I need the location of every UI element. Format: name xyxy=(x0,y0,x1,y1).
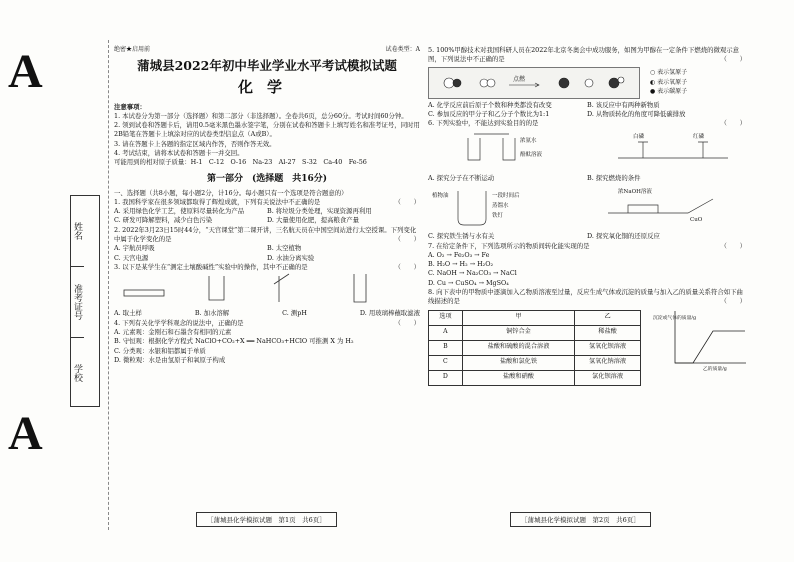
question-8-stem: 8. 向下表中的甲物质中逐滴加入乙物质溶液至过量，反应生成气体或沉淀的质量与加入乙的质量关系符合如下曲线描述的是 （ ） xyxy=(428,287,746,306)
table-row: C 盐酸和氯化铁 氢氧化钠溶液 xyxy=(429,355,641,370)
notice-item: 2. 领到试卷和答题卡后，请用0.5毫米黑色墨水签字笔，分别在试卷和答题卡上填写姓名和准考证号，同时用2B铅笔在答题卡上填涂对应的试卷类型信息点（A或B）。 xyxy=(114,121,420,139)
question-6-figure-bottom xyxy=(428,183,746,229)
option: B. 该反应中有两种新物质 xyxy=(587,100,660,109)
binding-label-name: 姓名 xyxy=(71,196,84,267)
option: C. 探究铁生锈与水有关 xyxy=(428,232,495,241)
option: A. O₂ → Fe₂O₃ → Fe xyxy=(428,250,490,259)
question-8-table xyxy=(428,310,641,386)
hydrogen-atom-icon: ○ xyxy=(650,69,656,77)
legend-item: ○ 表示氢原子 xyxy=(650,69,688,77)
question-8-graph xyxy=(653,307,746,371)
option: C. 研发可降解塑料，减少白色污染 xyxy=(114,216,213,225)
question-7-stem: 7. 在给定条件下，下列选项所示的物质间转化能实现的是 （ ） xyxy=(428,241,746,250)
question-6-stem: 6. 下列实验中，不能达到实验目的的是 （ ） xyxy=(428,119,746,128)
question-8-body xyxy=(428,307,746,386)
question-5-stem: 5. 100%甲醇技术对我国科研人员在2022年北京冬奥会中成功服务，如图为甲醇在一定条件下燃烧的微观示意图，下列说法中不正确的是 （ ） xyxy=(428,46,746,64)
atomic-masses: 可能用到的相对原子质量：H-1 C-12 O-16 Na-23 Al-27 S-32 Ca-40 Fe-56 xyxy=(114,158,367,167)
question-3-figure xyxy=(114,272,420,306)
option: C. 分类观：水银和铝都属于单质 xyxy=(114,346,206,355)
seal-line xyxy=(108,40,109,530)
legend-item: ◐ 表示氧原子 xyxy=(650,78,688,86)
option: A. 元素观：金刚石和石墨含有相同的元素 xyxy=(114,327,232,336)
ph-test-figure xyxy=(274,274,289,302)
fig-label: 浓氨水 xyxy=(520,138,537,145)
paper-type: 试卷类型：A xyxy=(385,46,420,53)
option: D. 大量使用化肥，提高粮食产量 xyxy=(267,216,360,225)
svg-text:点燃: 点燃 xyxy=(513,75,526,83)
filter-figure xyxy=(354,274,366,302)
table-row: B 盐酸和硫酸的混合溶液 氢氧化钡溶液 xyxy=(429,340,641,355)
footer-page-2: ［蒲城县化学模拟试题 第2页 共6页］ xyxy=(510,512,651,527)
fig-label: CuO xyxy=(690,216,703,223)
question-6-options-bottom xyxy=(428,232,746,241)
notice-item: 4. 考试结束，请将本试卷和答题卡一并交回。 xyxy=(114,148,244,157)
option: A. 化学反应前后原子个数和种类都没有改变 xyxy=(428,100,552,109)
graph-xlabel: 乙的质量/g xyxy=(702,366,727,371)
part1-heading: 第一部分 (选择题 共16分) xyxy=(206,173,328,184)
fig-label: 酚酞溶液 xyxy=(520,152,543,159)
notice-item: 3. 请在答题卡上各题的指定区域内作答，否则作答无效。 xyxy=(114,139,276,148)
question-3-options xyxy=(114,309,420,318)
question-3-stem: 3. 以下是某学生在“测定土壤酸碱性”实验中的操作，其中不正确的是 （ ） xyxy=(114,262,420,271)
option: A. 宇航员呼吸 xyxy=(114,244,155,253)
option: A. 采用绿色化学工艺，使原料尽量转化为产品 xyxy=(114,207,245,216)
option: D. 用玻璃棒蘸取滤液 xyxy=(359,309,420,318)
beaker-figure xyxy=(209,276,224,300)
legend xyxy=(650,68,687,97)
question-6-figure-top xyxy=(428,128,746,170)
option: A. 取土样 xyxy=(114,309,142,318)
molecule-diagram xyxy=(428,67,640,99)
confidential-mark: 绝密★启用前 xyxy=(114,46,151,53)
question-5-figure xyxy=(428,67,746,99)
option: A. 探究分子在不断运动 xyxy=(428,173,495,182)
option: B. 太空植物 xyxy=(267,244,302,253)
option: B. 守恒观：根据化学方程式 NaClO+CO₂+X ══ NaHCO₃+HClO 可推测 X 为 H₂ xyxy=(114,337,354,346)
legend-item: ● 表示碳原子 xyxy=(650,88,688,96)
option: D. 探究氧化铜的还原反应 xyxy=(587,232,660,241)
question-1-stem: 1. 我国科学家在很多领域都取得了辉煌成就，下列有关说法中不正确的是 （ ） xyxy=(114,197,420,206)
question-6-options-top xyxy=(428,174,746,183)
option: B. 探究燃烧的条件 xyxy=(587,173,641,182)
question-5-options xyxy=(428,101,746,120)
fig-label: 植物油 xyxy=(432,192,449,199)
option: D. 微粒观：水是由氢原子和氧原子构成 xyxy=(114,355,226,364)
binding-label-exam-id: 准考证号 xyxy=(71,267,84,338)
fig-label: 红磷 xyxy=(693,134,705,141)
exam-title: 蒲城县2022年初中毕业学业水平考试模拟试题 xyxy=(137,57,397,73)
oxygen-atom-icon: ◐ xyxy=(650,78,656,86)
header-row xyxy=(114,46,420,55)
page-1-column xyxy=(114,46,420,365)
option: D. 水油分离实验 xyxy=(267,253,315,262)
option: C. NaOH → Na₂CO₃ → NaCl xyxy=(428,269,517,278)
option: B. 将垃圾分类处理，实现资源再利用 xyxy=(267,207,372,216)
table-row: D 盐酸和硝酸 氯化钡溶液 xyxy=(429,370,641,385)
table-row: A 铜锌合金 稀盐酸 xyxy=(429,325,641,340)
fig-label: 铁钉 xyxy=(492,212,504,219)
notice-item: 1. 本试卷分为第一部分（选择题）和第二部分（非选择题）。全卷共6页，总分60分。考试时间60分钟。 xyxy=(114,111,408,120)
option: C. 参加反应的甲分子和乙分子个数比为1:1 xyxy=(428,109,550,118)
fig-label: 一段时间后 xyxy=(492,192,520,199)
paper-type-letter-bottom: A xyxy=(8,407,43,460)
option: D. 从物质转化的角度可降低碳排放 xyxy=(587,109,686,118)
question-1-options xyxy=(114,207,420,226)
carbon-atom-icon: ● xyxy=(650,88,656,96)
fig-label: 浓NaOH溶液 xyxy=(618,188,652,195)
paper-type-letter-top: A xyxy=(8,45,43,98)
option: B. H₂O → H₂ → H₂O₂ xyxy=(428,260,494,269)
soil-sample-figure xyxy=(124,290,164,296)
footer-page-1: ［蒲城县化学模拟试题 第1页 共6页］ xyxy=(196,512,337,527)
fig-label: 白磷 xyxy=(633,134,645,141)
notice-heading: 注意事项： xyxy=(114,102,146,111)
binding-label-school: 学校 xyxy=(72,364,82,382)
question-2-options xyxy=(114,244,420,263)
binding-strip xyxy=(70,195,100,407)
fig-label: 蒸馏水 xyxy=(492,202,509,209)
option: C. 天宫电源 xyxy=(114,253,149,262)
table-header-row: 选项 甲 乙 xyxy=(429,310,641,325)
option: D. Cu → CuSO₄ → MgSO₄ xyxy=(428,278,509,287)
page-2-column xyxy=(428,46,746,386)
subject-title: 化学 xyxy=(237,77,296,96)
question-2-stem: 2. 2022年3月23日15时44分，“天宫课堂”第二课开讲，三名航天员在中国空间站进行太空授课。下列变化中属于化学变化的是 （ ） xyxy=(114,225,420,243)
question-4-stem: 4. 下列有关化学学科观念的说法中，正确的是 （ ） xyxy=(114,318,420,327)
option: C. 测pH xyxy=(282,309,307,318)
graph-ylabel: 沉淀或气体的质量/g xyxy=(652,315,696,321)
part1-instruction: 一、选择题（共8小题，每小题2分，计16分。每小题只有一个选项是符合题意的） xyxy=(114,188,348,197)
option: B. 加水溶解 xyxy=(194,309,230,318)
graph-curve xyxy=(675,331,745,363)
